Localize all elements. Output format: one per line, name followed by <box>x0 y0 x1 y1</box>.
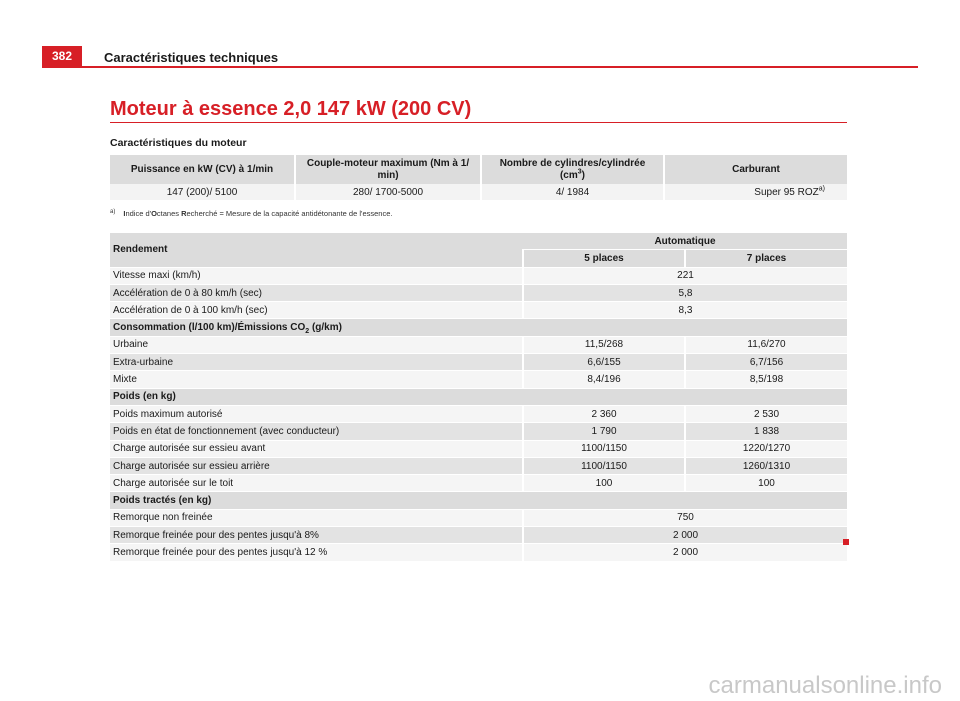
chapter-title: Caractéristiques techniques <box>104 50 279 65</box>
row-label: Extra-urbaine <box>110 354 523 371</box>
row-value-7: 1 838 <box>685 423 847 440</box>
table-row <box>110 267 847 284</box>
cylinders-header-sup: 3 <box>577 168 582 176</box>
table-row <box>110 475 847 492</box>
conso-label-a: Consommation (l/100 km)/Émissions CO <box>113 322 306 334</box>
row-value: 221 <box>523 267 847 284</box>
row-value-5: 1 790 <box>523 423 685 440</box>
conso-label-b: (g/km) <box>309 322 342 334</box>
fuel-header: Carburant <box>664 155 847 184</box>
section-label <box>110 319 847 336</box>
row-label: Charge autorisée sur le toit <box>110 475 523 492</box>
torque-value: 280/ 1700-5000 <box>295 184 481 200</box>
engine-table-header <box>110 155 847 184</box>
row-value: 5,8 <box>523 284 847 301</box>
footnote-mark: a) <box>110 209 116 215</box>
seven-seats-header: 7 places <box>685 250 847 267</box>
row-value-7: 1220/1270 <box>685 440 847 457</box>
table-row <box>110 509 847 526</box>
row-label: Charge autorisée sur essieu arrière <box>110 457 523 474</box>
footnote-letter-r: R <box>181 209 187 218</box>
row-value-5: 1100/1150 <box>523 440 685 457</box>
section-divider <box>110 122 847 123</box>
rendement-header: Rendement <box>110 233 523 267</box>
cylinders-header-end: ) <box>581 169 586 181</box>
table-row <box>110 354 847 371</box>
row-label: Poids maximum autorisé <box>110 405 523 422</box>
table-row <box>110 544 847 561</box>
cylinders-header-text: Nombre de cylindres/cylindrée (cm <box>499 157 646 181</box>
row-value-7: 1260/1310 <box>685 457 847 474</box>
page-number: 382 <box>42 46 82 66</box>
section-label: Poids tractés (en kg) <box>110 492 847 509</box>
conso-subscript: 2 <box>305 328 310 336</box>
row-value: 2 000 <box>523 544 847 561</box>
footnote <box>110 209 392 218</box>
row-label: Urbaine <box>110 336 523 353</box>
row-label: Poids en état de fonctionnement (avec conducteur) <box>110 423 523 440</box>
table-row <box>110 302 847 319</box>
section-row-poids <box>110 388 847 405</box>
footnote-text-1: ndice d' <box>125 209 152 218</box>
row-value: 750 <box>523 509 847 526</box>
table-row <box>110 184 847 200</box>
row-value-5: 8,4/196 <box>523 371 685 388</box>
cylinders-value: 4/ 1984 <box>481 184 664 200</box>
end-of-section-marker <box>843 539 849 545</box>
row-label: Remorque freinée pour des pentes jusqu'à 12 % <box>110 544 523 561</box>
footnote-letter-i: I <box>123 209 126 218</box>
row-label: Remorque non freinée <box>110 509 523 526</box>
header-divider <box>42 66 918 68</box>
automatique-header: Automatique <box>523 233 847 250</box>
fuel-value-text: Super 95 ROZ <box>754 186 819 198</box>
table-row <box>110 284 847 301</box>
table-row <box>110 440 847 457</box>
torque-header: Couple-moteur maximum (Nm à 1/ min) <box>295 155 481 184</box>
engine-subheading: Caractéristiques du moteur <box>110 137 247 149</box>
row-value-7: 8,5/198 <box>685 371 847 388</box>
power-header: Puissance en kW (CV) à 1/min <box>110 155 295 184</box>
row-value-5: 2 360 <box>523 405 685 422</box>
row-value-5: 1100/1150 <box>523 457 685 474</box>
row-label: Mixte <box>110 371 523 388</box>
row-value-7: 6,7/156 <box>685 354 847 371</box>
row-value-5: 11,5/268 <box>523 336 685 353</box>
cylinders-header <box>481 155 664 184</box>
row-label: Accélération de 0 à 80 km/h (sec) <box>110 284 523 301</box>
row-value-7: 100 <box>685 475 847 492</box>
table-row <box>110 336 847 353</box>
row-label: Charge autorisée sur essieu avant <box>110 440 523 457</box>
watermark: carmanualsonline.info <box>708 672 942 699</box>
row-value: 8,3 <box>523 302 847 319</box>
row-label: Vitesse maxi (km/h) <box>110 267 523 284</box>
power-value: 147 (200)/ 5100 <box>110 184 295 200</box>
row-value-5: 6,6/155 <box>523 354 685 371</box>
row-value-7: 11,6/270 <box>685 336 847 353</box>
performance-table <box>110 233 847 562</box>
table-row <box>110 423 847 440</box>
table-row <box>110 457 847 474</box>
row-label: Remorque freinée pour des pentes jusqu'à 8% <box>110 527 523 544</box>
table-row <box>110 527 847 544</box>
row-value-5: 100 <box>523 475 685 492</box>
section-label: Poids (en kg) <box>110 388 847 405</box>
footnote-text-2: ctanes <box>156 209 182 218</box>
section-row-tractes <box>110 492 847 509</box>
row-value: 2 000 <box>523 527 847 544</box>
row-label: Accélération de 0 à 100 km/h (sec) <box>110 302 523 319</box>
section-row-consommation <box>110 319 847 336</box>
engine-table <box>110 155 847 200</box>
five-seats-header: 5 places <box>523 250 685 267</box>
row-value-7: 2 530 <box>685 405 847 422</box>
perf-header-row-1 <box>110 233 847 250</box>
footnote-text-3: echerché = Mesure de la capacité antidétonante de l'essence. <box>186 209 393 218</box>
table-row <box>110 371 847 388</box>
fuel-value <box>664 184 847 200</box>
table-row <box>110 405 847 422</box>
fuel-footnote-ref: a) <box>818 185 825 193</box>
section-title: Moteur à essence 2,0 147 kW (200 CV) <box>110 98 472 120</box>
footnote-letter-o: O <box>151 209 157 218</box>
